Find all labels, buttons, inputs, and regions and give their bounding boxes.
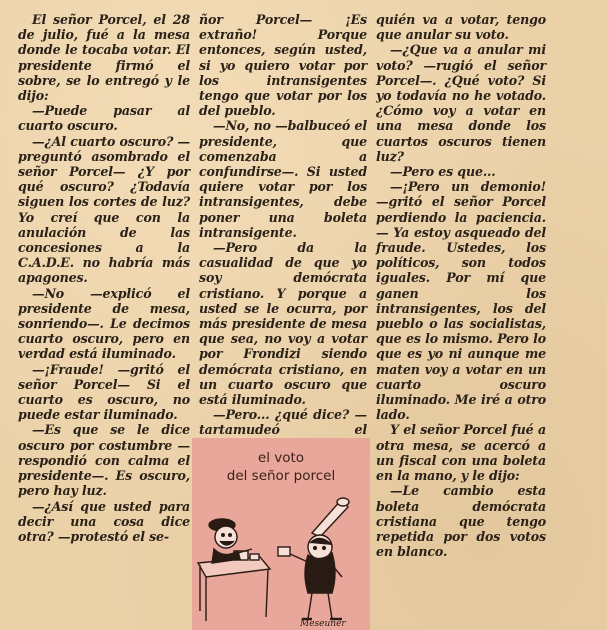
paragraph: —No —explicó el presidente de mesa, sonriendo—. Le decimos cuarto oscuro, pero en verdad está iluminado. — [18, 285, 190, 362]
paragraph: —Pero... ¿qué dice? —tartamudeó el — [199, 407, 367, 438]
article-column-3 — [376, 12, 546, 559]
paragraph: —¿Al cuarto oscuro? —preguntó asombrado el señor Porcel— ¿Y por qué oscuro? ¿Todavía siguen los cortes de luz? Yo creí que con la anulación de las concesiones a la C.A.D.E. no habría más apagones. — [18, 133, 190, 286]
paragraph: —No, no —balbuceó el presidente, que comenzaba a confundirse—. Si usted quiere votar por los intransigentes, debe poner una boleta intransigente. — [199, 118, 367, 240]
cartoon-drawing — [192, 493, 370, 630]
paragraph: —Pero da la casualidad de que yo soy demócrata cristiano. Y porque a usted se le ocurra, por más presidente de mesa que sea, no voy a votar por Frondizi siendo demócrata cristiano, en un cuarto oscuro que está iluminado. — [199, 240, 367, 408]
paragraph: —¿Que va a anular mi voto? —rugió el señor Porcel—. ¿Qué voto? Si yo todavía no he votado. ¿Cómo voy a votar en una mesa donde los cuartos oscuros tienen luz? — [376, 42, 546, 164]
paragraph: —¿Así que usted para decir una cosa dice otra? —protestó el se- — [18, 498, 190, 544]
paragraph: El señor Porcel, el 28 de julio, fué a la mesa donde le tocaba votar. El presidente firmó el sobre, se lo entregó y le dijo: — [18, 12, 190, 104]
article-column-1 — [18, 12, 190, 544]
article-column-2 — [199, 12, 367, 468]
paragraph: quién va a votar, tengo que anular su voto. — [376, 12, 546, 43]
cartoon-illustration — [192, 438, 370, 630]
illustration-title-line2: del señor porcel — [226, 468, 336, 484]
standing-man-icon — [278, 498, 349, 619]
paragraph: —¡Pero un demonio! —gritó el señor Porcel perdiendo la paciencia.— Ya estoy asqueado del fraude. Ustedes, los políticos, son todos iguales. Por mí que ganen los intransigentes, los del pueblo o las socialistas, que es lo mismo. Pero lo que es yo ni aunque me maten voy a votar en un cuarto oscuro iluminado. Me iré a otro lado. — [376, 179, 546, 423]
paragraph: —Le cambio esta boleta demócrata cristiana que tengo repetida por dos votos en blanco. — [376, 483, 546, 560]
paragraph: Y el señor Porcel fué a otra mesa, se acercó a un fiscal con una boleta en la mano, y le dijo: — [376, 422, 546, 484]
artist-signature: Meseuner — [300, 619, 346, 629]
paragraph: —Pero es que... — [390, 164, 496, 180]
paragraph: —¡Fraude! —gritó el señor Porcel— Si el cuarto es oscuro, no puede estar iluminado. — [18, 361, 190, 423]
table-icon — [198, 551, 270, 621]
paragraph: ñor Porcel— ¡Es extraño! Porque entonces, según usted, si yo quiero votar por los intransigentes tengo que votar por los del pueblo. — [199, 12, 367, 119]
paragraph: —Es que se le dice oscuro por costumbre —respondió con calma el presidente—. Es oscuro, pero hay luz. — [18, 422, 190, 499]
illustration-title-line1: el voto — [257, 450, 305, 466]
paragraph: —Puede pasar al cuarto oscuro. — [18, 103, 190, 134]
